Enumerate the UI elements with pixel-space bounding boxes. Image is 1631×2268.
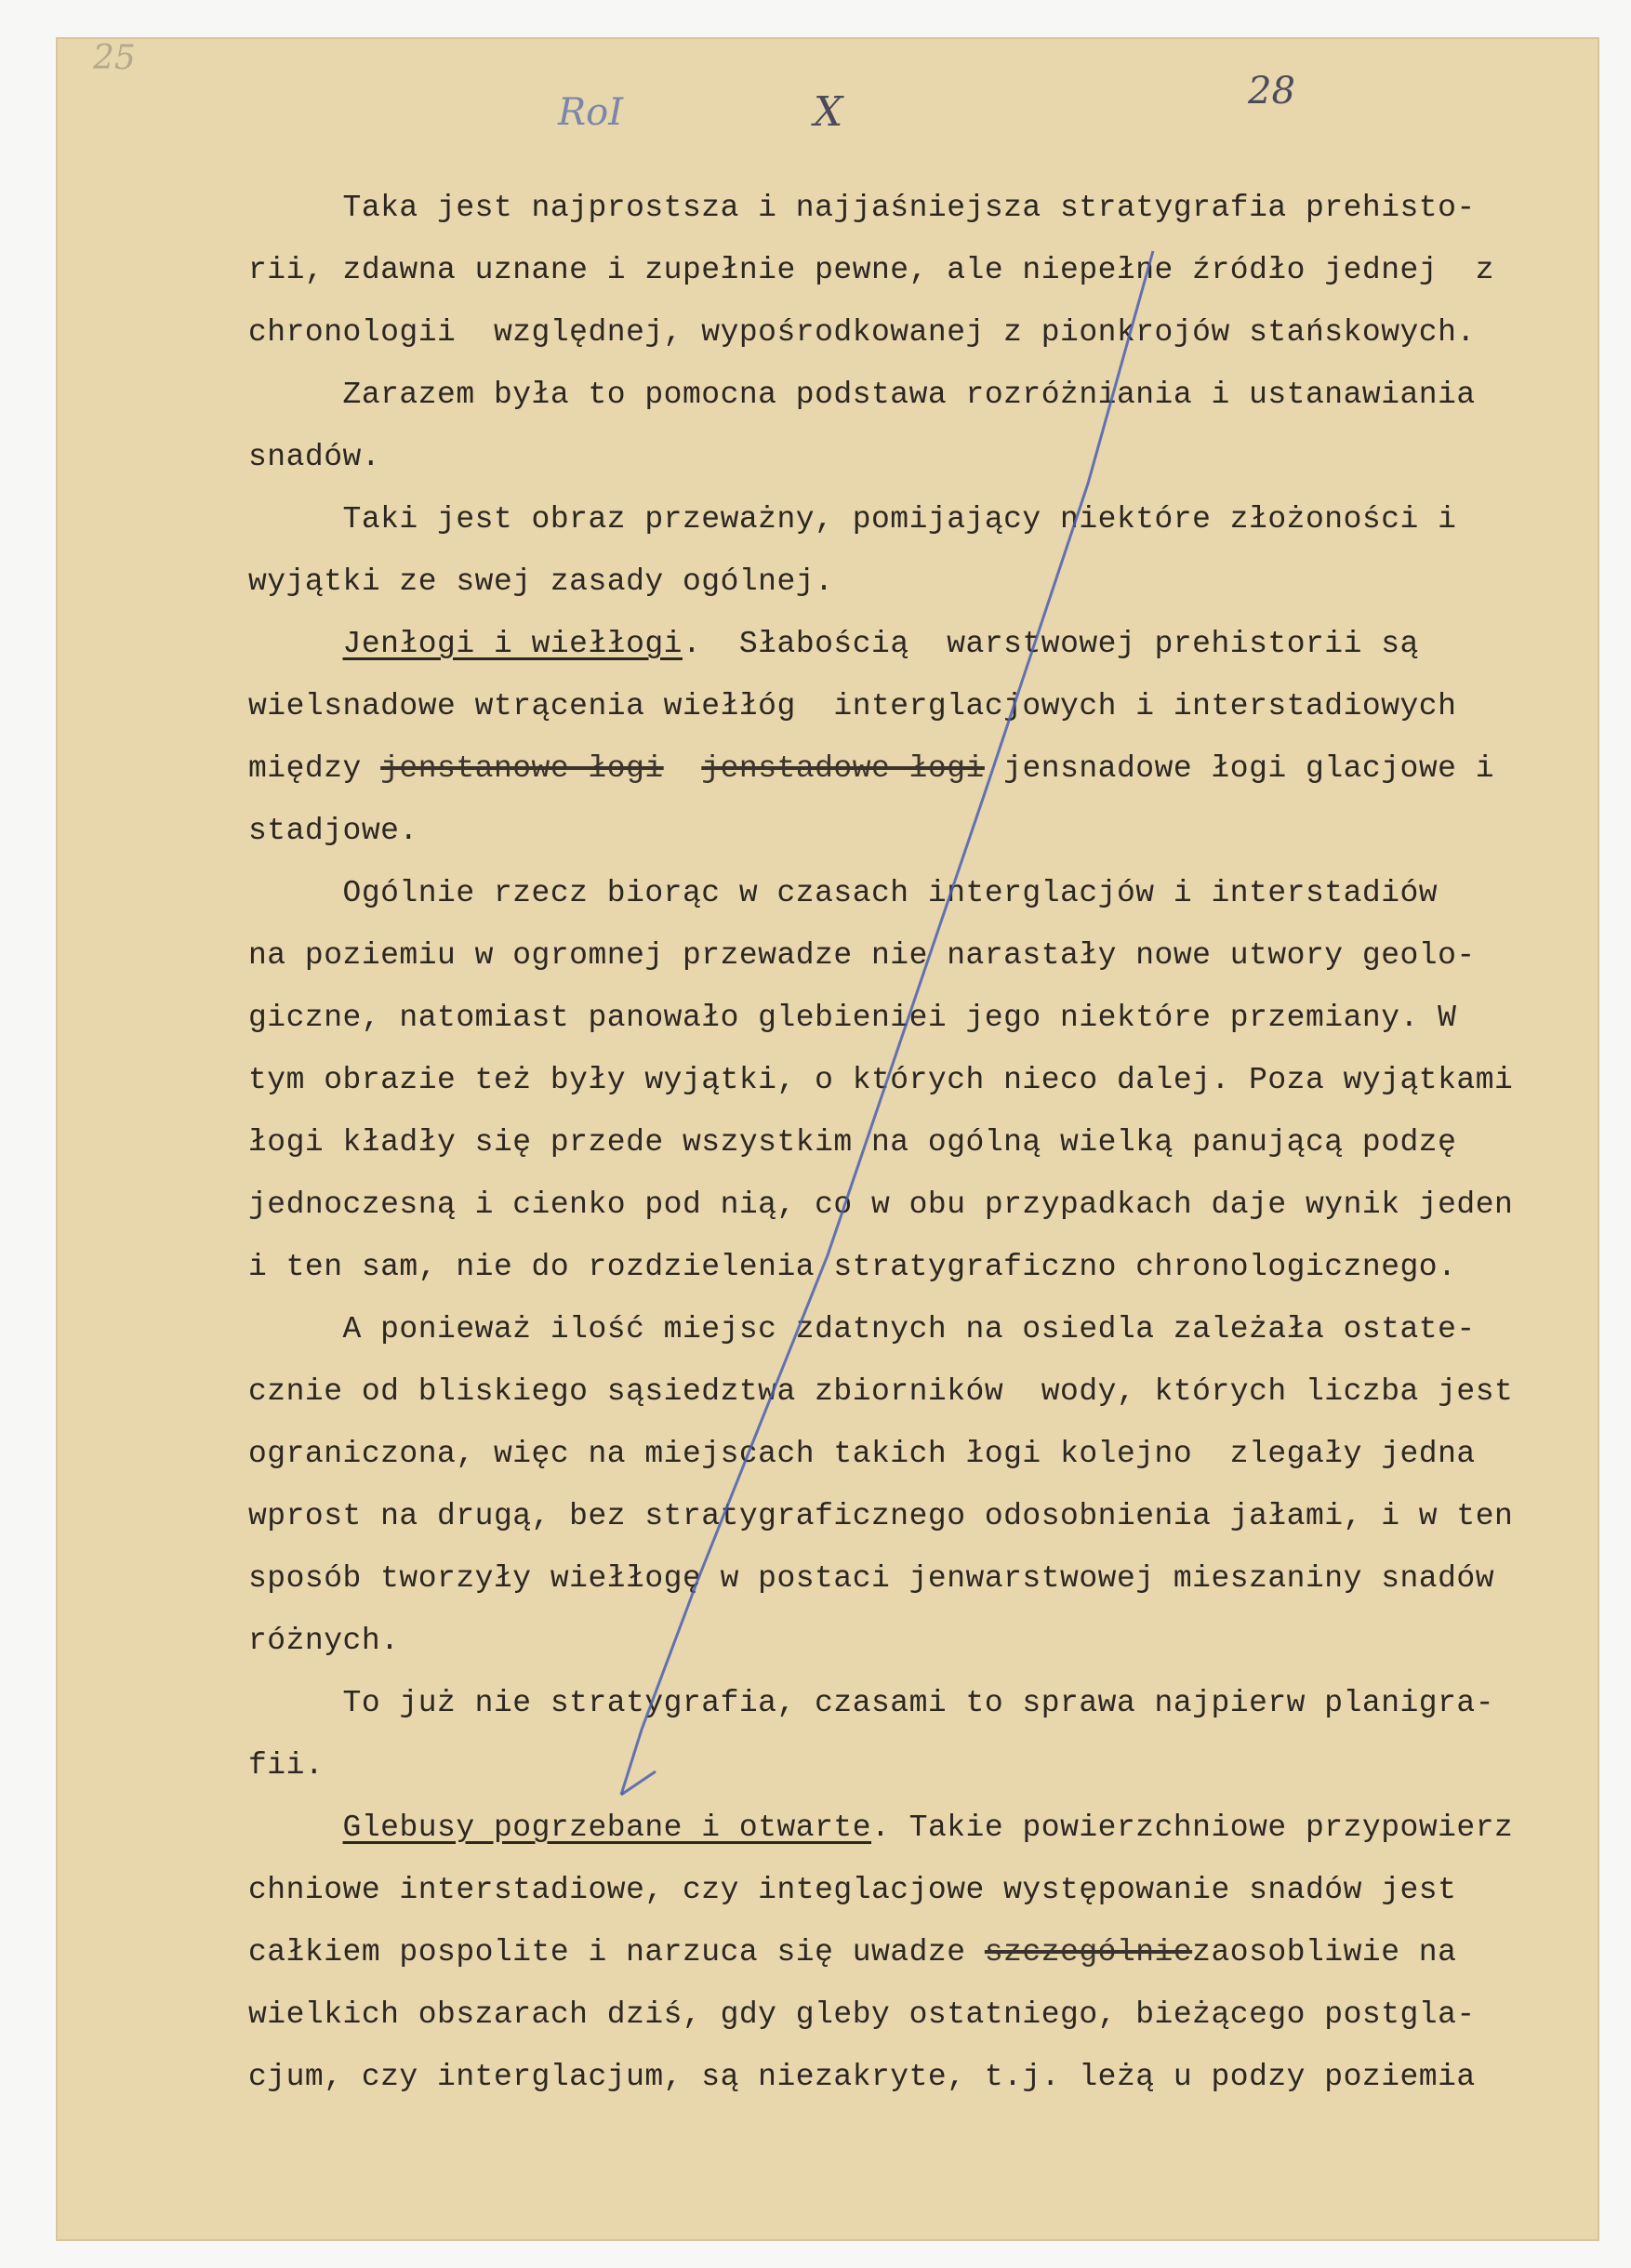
text-segment: sposób tworzyły wiełłogę w postaci jenwarstwowej mieszaniny snadów <box>248 1561 1495 1596</box>
section-heading: Jenłogi i wiełłogi <box>342 627 683 661</box>
text-line <box>248 239 1550 301</box>
pencil-marking: 25 <box>93 39 136 77</box>
text-line <box>248 675 1550 737</box>
text-line <box>248 1672 1550 1734</box>
text-segment: Taki jest obraz przeważny, pomijający niektóre złożoności i <box>248 502 1457 537</box>
text-line <box>248 301 1550 364</box>
typed-text-body <box>248 177 1550 2108</box>
text-line <box>248 1423 1550 1485</box>
text-segment: zaosobliwie na <box>1192 1935 1457 1970</box>
text-line <box>248 1485 1550 1547</box>
text-line <box>248 1174 1550 1236</box>
text-line <box>248 426 1550 488</box>
text-line <box>248 1049 1550 1111</box>
text-segment: giczne, natomiast panowało glebieniei jego niektóre przemiany. W <box>248 1001 1457 1035</box>
text-segment: rii, zdawna uznane i zupełnie pewne, ale niepełne źródło jednej z <box>248 253 1495 287</box>
text-segment: . Takie powierzchniowe przypowierz <box>871 1810 1514 1845</box>
text-segment: chniowe interstadiowe, czy integlacjowe występowanie snadów jest <box>248 1873 1457 1907</box>
text-segment: fii. <box>248 1748 325 1783</box>
text-line <box>248 1983 1550 2046</box>
struck-out-text: jenstadowe łogi <box>701 751 985 786</box>
page-number: 28 <box>1248 70 1295 113</box>
text-line <box>248 2046 1550 2108</box>
text-segment: chronologii względnej, wypośrodkowanej z pionkrojów stańskowych. <box>248 315 1476 350</box>
text-line <box>248 987 1550 1049</box>
struck-out-text: jenstanowe łogi <box>380 751 664 786</box>
text-line <box>248 177 1550 239</box>
text-segment <box>248 627 343 661</box>
text-line <box>248 1547 1550 1610</box>
x-marking: X <box>814 88 843 136</box>
text-segment: całkiem pospolite i narzuca się uwadze <box>248 1935 985 1970</box>
text-line <box>248 1859 1550 1921</box>
text-segment: cznie od bliskiego sąsiedztwa zbiorników wody, których liczba jest <box>248 1374 1514 1409</box>
text-segment: wielsnadowe wtrącenia wiełłóg interglacjowych i interstadiowych <box>248 689 1457 723</box>
text-line <box>248 1298 1550 1360</box>
text-segment: jensnadowe łogi glacjowe i <box>984 751 1495 786</box>
text-segment: tym obrazie też były wyjątki, o których nieco dalej. Poza wyjątkami <box>248 1063 1514 1097</box>
text-segment: wielkich obszarach dziś, gdy gleby ostatniego, bieżącego postgla- <box>248 1997 1476 2032</box>
text-line <box>248 1797 1550 1859</box>
text-segment: cjum, czy interglacjum, są niezakryte, t.j. leżą u podzy poziemia <box>248 2060 1476 2094</box>
text-line <box>248 1111 1550 1174</box>
text-line <box>248 1360 1550 1423</box>
text-line <box>248 488 1550 550</box>
text-segment: na poziemiu w ogromnej przewadze nie narastały nowe utwory geolo- <box>248 938 1476 973</box>
text-segment: i ten sam, nie do rozdzielenia stratygraficzno chronologicznego. <box>248 1250 1457 1284</box>
text-segment: wyjątki ze swej zasady ogólnej. <box>248 564 834 599</box>
struck-out-text: szczególnie <box>984 1935 1193 1970</box>
text-segment: To już nie stratygrafia, czasami to sprawa najpierw planigra- <box>248 1686 1495 1720</box>
text-segment: A ponieważ ilość miejsc zdatnych na osiedla zależała ostate- <box>248 1312 1476 1346</box>
text-segment: stadjowe. <box>248 814 418 848</box>
text-segment: Zarazem była to pomocna podstawa rozróżniania i ustanawiania <box>248 378 1476 412</box>
text-line <box>248 550 1550 613</box>
text-line <box>248 1734 1550 1797</box>
text-segment: Taka jest najprostsza i najjaśniejsza stratygrafia prehisto- <box>248 191 1476 225</box>
text-segment: łogi kładły się przede wszystkim na ogólną wielką panującą podzę <box>248 1125 1457 1160</box>
text-line <box>248 1610 1550 1672</box>
text-line <box>248 737 1550 800</box>
text-segment: różnych. <box>248 1624 400 1658</box>
text-line <box>248 862 1550 924</box>
text-line <box>248 613 1550 675</box>
text-segment: ograniczona, więc na miejscach takich łogi kolejno zlegały jedna <box>248 1437 1476 1471</box>
text-segment: snadów. <box>248 440 381 474</box>
text-segment: . Słabością warstwowej prehistorii są <box>683 627 1419 661</box>
text-segment: między <box>248 751 381 786</box>
text-segment: Ogólnie rzecz biorąc w czasach interglacjów i interstadiów <box>248 876 1439 910</box>
section-heading: Glebusy pogrzebane i otwarte <box>342 1810 872 1845</box>
text-line <box>248 364 1550 426</box>
text-line <box>248 800 1550 862</box>
text-segment: jednoczesną i cienko pod nią, co w obu przypadkach daje wynik jeden <box>248 1187 1514 1222</box>
text-line <box>248 1921 1550 1983</box>
text-segment <box>248 1810 343 1845</box>
text-segment: wprost na drugą, bez stratygraficznego odosobnienia jałami, i w ten <box>248 1499 1514 1533</box>
ro-marking: RoI <box>558 91 623 134</box>
text-line <box>248 1236 1550 1298</box>
text-line <box>248 924 1550 987</box>
text-segment <box>664 751 702 786</box>
